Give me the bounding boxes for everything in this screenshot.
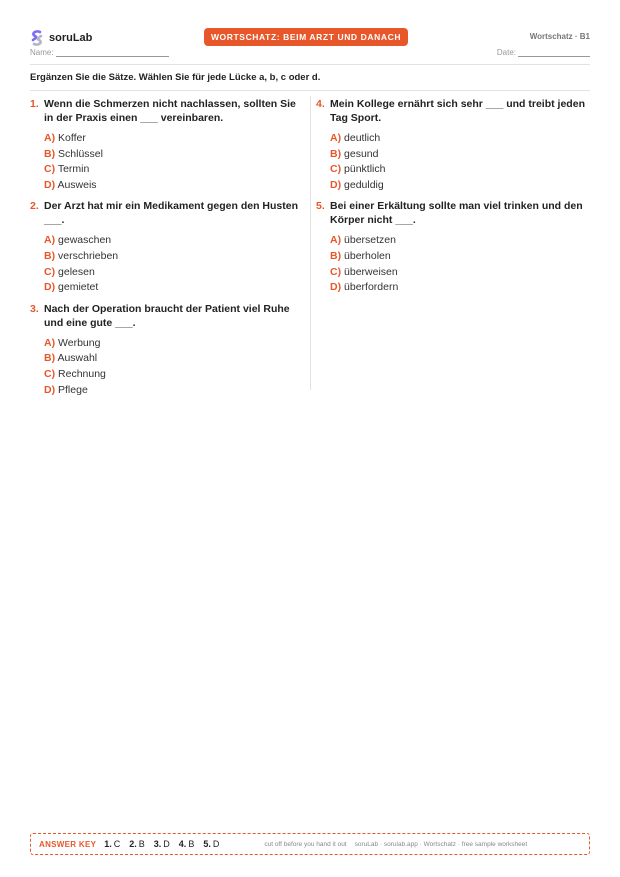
question [316, 97, 586, 193]
option-letter: C) [330, 163, 342, 176]
answer-key-answer: B [188, 839, 195, 849]
option-letter: A) [330, 234, 342, 247]
option-letter: D) [330, 178, 342, 191]
sorulab-logo-icon [30, 30, 44, 46]
worksheet-header [30, 28, 590, 68]
option-letter: D) [44, 178, 56, 191]
option-letter: C) [44, 265, 56, 278]
option-letter: C) [44, 367, 56, 380]
question-text: Nach der Operation braucht der Patient viel Ruhe und eine gute ___. [44, 302, 290, 329]
option-text: Koffer [58, 132, 86, 144]
answer-key-note: cut off before you hand it out [264, 840, 347, 848]
option-letter: B) [44, 249, 56, 262]
instructions: Ergänzen Sie die Sätze. Wählen Sie für jede Lücke a, b, c oder d. [30, 72, 321, 83]
column-divider [310, 96, 311, 390]
option-text: verschrieben [58, 249, 119, 262]
option[interactable] [330, 178, 586, 194]
option[interactable] [44, 233, 300, 249]
option[interactable] [44, 265, 300, 281]
question-text: Mein Kollege ernährt sich sehr ___ und treibt jeden Tag Sport. [330, 98, 585, 124]
instructions-divider [30, 90, 590, 91]
option[interactable] [330, 280, 586, 296]
answer-options [30, 131, 300, 193]
answer-key-answer: C [113, 839, 121, 849]
option[interactable] [44, 162, 300, 178]
option-text: Schlüssel [58, 147, 103, 160]
question-number: 5. [316, 200, 325, 213]
option-letter: D) [44, 281, 56, 294]
option-text: pünktlich [344, 163, 386, 176]
option[interactable] [44, 131, 300, 147]
option-text: überholen [344, 249, 391, 262]
question-number: 4. [316, 98, 325, 110]
answer-key-answer: B [138, 839, 145, 849]
option-text: überfordern [344, 281, 399, 294]
answer-options [316, 131, 586, 193]
option-letter: C) [330, 265, 342, 278]
brand-logo [30, 30, 92, 46]
option[interactable] [44, 178, 300, 194]
option-text: überweisen [344, 265, 398, 278]
option-text: Werbung [58, 336, 101, 349]
option[interactable] [330, 147, 586, 163]
option[interactable] [44, 351, 300, 367]
answer-key-item [179, 839, 195, 849]
answer-key-item [203, 839, 219, 849]
option-text: übersetzen [344, 234, 396, 247]
option-text: gesund [344, 147, 379, 160]
question-text: Der Arzt hat mir ein Medikament gegen den Husten ___. [44, 200, 298, 227]
option-text: Ausweis [57, 178, 97, 191]
option[interactable] [330, 249, 586, 265]
option[interactable] [44, 147, 300, 163]
name-label: Name: [30, 48, 54, 57]
option-text: Pflege [58, 383, 88, 396]
answer-key-number: 4. [178, 839, 187, 849]
option-letter: B) [330, 147, 342, 160]
option-text: gelesen [58, 265, 95, 278]
option-text: Termin [57, 163, 90, 176]
option-letter: B) [330, 249, 342, 262]
question-text: Bei einer Erkältung sollte man viel trinken und den Körper nicht ___. [330, 200, 583, 227]
option-text: gewaschen [58, 234, 112, 247]
question [30, 302, 300, 398]
worksheet-footer: soruLab · sorulab.app · Wortschatz · free sample worksheet [354, 840, 528, 848]
option-text: geduldig [344, 178, 384, 191]
worksheet-level: Wortschatz · B1 [529, 32, 590, 41]
option[interactable] [44, 280, 300, 296]
name-field[interactable] [30, 48, 169, 57]
option[interactable] [44, 249, 300, 265]
answer-key-answer: D [212, 839, 220, 849]
question-text: Wenn die Schmerzen nicht nachlassen, sollten Sie in der Praxis einen ___ vereinbaren. [44, 98, 296, 124]
option[interactable] [44, 367, 300, 383]
option-text: Auswahl [57, 352, 98, 365]
option[interactable] [330, 265, 586, 281]
answer-options [30, 233, 300, 295]
right-column [316, 97, 586, 302]
option[interactable] [44, 383, 300, 399]
option-letter: A) [44, 336, 56, 349]
question [30, 199, 300, 295]
answer-key-item [129, 839, 145, 849]
brand-name: soruLab [49, 32, 93, 44]
date-line [518, 48, 590, 57]
option-letter: A) [330, 132, 342, 144]
option-letter: D) [44, 383, 56, 396]
option-text: deutlich [344, 132, 381, 144]
answer-key-label: ANSWER KEY [39, 839, 97, 849]
left-column [30, 97, 300, 404]
worksheet-title: WORTSCHATZ: BEIM ARZT UND DANACH [204, 28, 408, 46]
answer-key-item [104, 839, 120, 849]
option[interactable] [330, 131, 586, 147]
option[interactable] [330, 233, 586, 249]
option-letter: B) [44, 352, 56, 365]
answer-key-answer: D [163, 839, 170, 849]
answer-key-number: 5. [203, 839, 211, 849]
option-letter: A) [44, 132, 56, 144]
option-letter: D) [330, 281, 342, 294]
date-field[interactable] [497, 48, 590, 57]
date-label: Date: [496, 48, 516, 57]
option-text: gemietet [58, 281, 99, 294]
option-text: Rechnung [58, 367, 106, 380]
option-letter: B) [44, 147, 56, 160]
option[interactable] [330, 162, 586, 178]
option-letter: C) [44, 163, 56, 176]
option-letter: A) [44, 234, 56, 247]
name-line [56, 48, 169, 57]
answer-key-number: 2. [129, 839, 137, 849]
option[interactable] [44, 336, 300, 352]
answer-key-number: 3. [153, 839, 162, 849]
answer-options [30, 336, 300, 398]
question [316, 199, 586, 295]
answer-key-number: 1. [104, 839, 112, 849]
answer-options [316, 233, 586, 295]
answer-key-strip [30, 833, 590, 855]
question-number: 3. [30, 302, 39, 315]
question-number: 1. [30, 98, 39, 110]
question-number: 2. [30, 200, 39, 213]
question [30, 97, 300, 193]
answer-key-item [154, 839, 170, 849]
header-divider [30, 64, 590, 65]
